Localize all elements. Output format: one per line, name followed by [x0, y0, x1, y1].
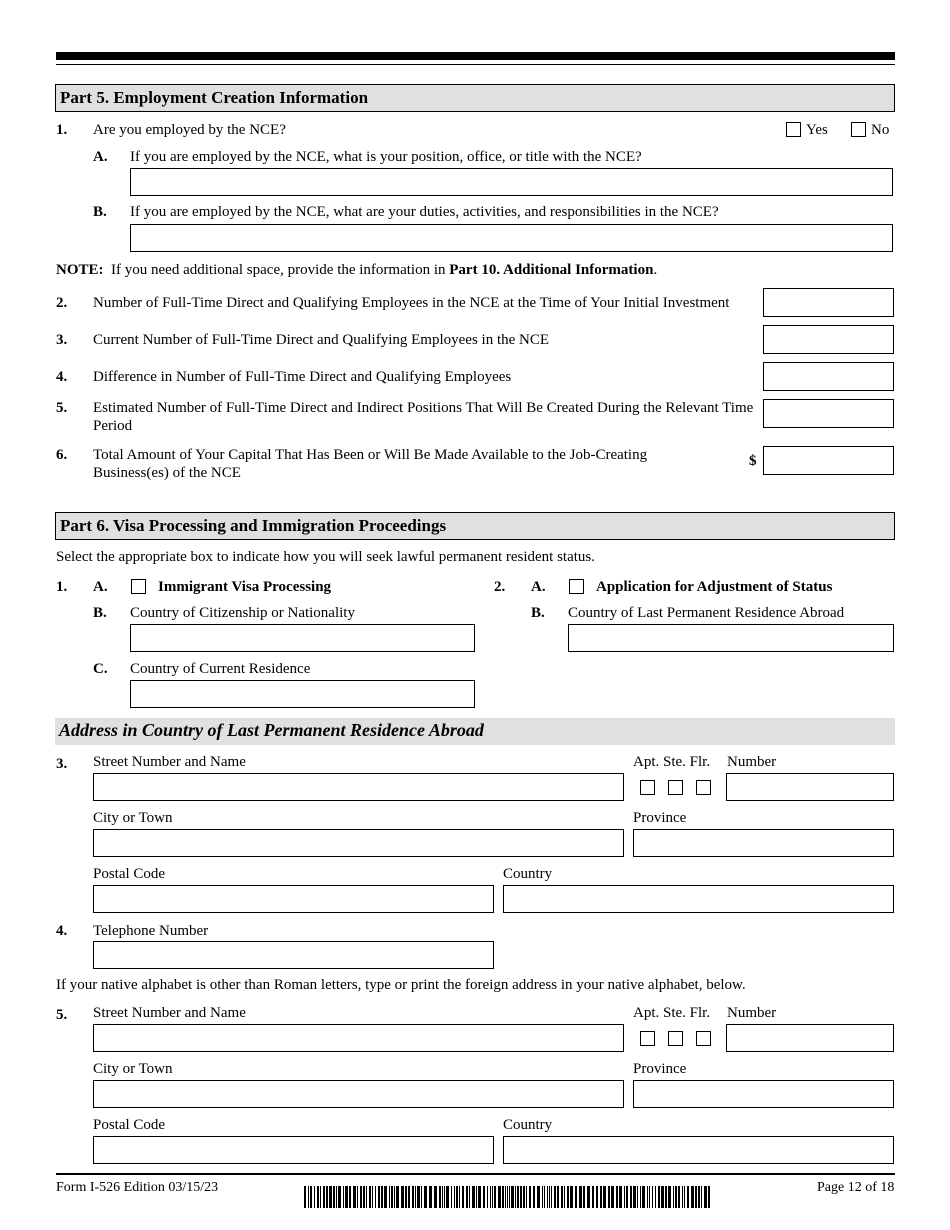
note-end: . [653, 262, 658, 278]
q1-yes-checkbox[interactable] [786, 122, 801, 137]
part5-header [55, 84, 895, 112]
address-subheader [55, 718, 895, 745]
duties-input[interactable] [130, 224, 893, 252]
q5-province-label: Province [633, 1061, 687, 1077]
native-alphabet-note: If your native alphabet is other than Roman letters, type or print the foreign address in your native alphabet, below. [56, 977, 746, 993]
footer-rule [56, 1173, 895, 1175]
telephone-label: Telephone Number [93, 923, 209, 939]
q3-city-input[interactable] [93, 829, 624, 857]
current-residence-label: Country of Current Residence [130, 661, 311, 677]
q5-street-label: Street Number and Name [93, 1005, 246, 1021]
note-text: If you need additional space, provide the information in [111, 262, 446, 278]
q3-city-label: City or Town [93, 810, 173, 826]
q3-apt-label: Apt. Ste. Flr. [633, 754, 711, 770]
q5-number: 5. [56, 400, 68, 416]
initial-employees-input[interactable] [763, 288, 894, 317]
q3-province-label: Province [633, 810, 687, 826]
q3-number: 3. [56, 332, 68, 348]
q1a-letter: A. [93, 149, 108, 165]
citizenship-label: Country of Citizenship or Nationality [130, 605, 355, 621]
current-employees-input[interactable] [763, 325, 894, 354]
q5-apt-checkbox[interactable] [640, 1031, 655, 1046]
p6-q2-number: 2. [494, 579, 506, 595]
note [56, 261, 657, 279]
q6-currency: $ [749, 453, 757, 469]
q1-no-label: No [871, 122, 890, 138]
immigrant-visa-checkbox[interactable] [131, 579, 146, 594]
q3-ste-checkbox[interactable] [668, 780, 683, 795]
last-residence-label: Country of Last Permanent Residence Abroad [568, 605, 845, 621]
q1b-text: If you are employed by the NCE, what are your duties, activities, and responsibilities in the NCE? [130, 204, 719, 220]
p6-q2a-letter: A. [531, 579, 546, 595]
part6-header [55, 512, 895, 540]
part5-header-title: Part 5. Employment Creation Information [60, 88, 369, 107]
note-bold: Part 10. Additional Information [449, 262, 654, 278]
adjustment-status-checkbox[interactable] [569, 579, 584, 594]
q3-country-input[interactable] [503, 885, 894, 913]
p6-q2b-letter: B. [531, 605, 545, 621]
immigrant-visa-label: Immigrant Visa Processing [158, 579, 332, 595]
q1b-letter: B. [93, 204, 107, 220]
p6-q1-number: 1. [56, 579, 68, 595]
q1-yes-label: Yes [806, 122, 828, 138]
difference-employees-input[interactable] [763, 362, 894, 391]
q5-country-input[interactable] [503, 1136, 894, 1164]
q5-country-label: Country [503, 1117, 553, 1133]
adjustment-status-label: Application for Adjustment of Status [596, 579, 833, 595]
p6-q5-number: 5. [56, 1007, 68, 1023]
current-residence-input[interactable] [130, 680, 475, 708]
q1-no-checkbox[interactable] [851, 122, 866, 137]
q3-postal-input[interactable] [93, 885, 494, 913]
note-label: NOTE: [56, 262, 104, 278]
footer-form-edition: Form I-526 Edition 03/15/23 [56, 1180, 219, 1195]
q5-street-input[interactable] [93, 1024, 624, 1052]
q5-apt-label: Apt. Ste. Flr. [633, 1005, 711, 1021]
q3-text: Current Number of Full-Time Direct and Qualifying Employees in the NCE [93, 332, 550, 348]
q5-unit-number-input[interactable] [726, 1024, 894, 1052]
q5-text: Estimated Number of Full-Time Direct and Indirect Positions That Will Be Created During the Relevant Time Period [93, 400, 754, 434]
barcode [304, 1186, 712, 1208]
position-title-input[interactable] [130, 168, 893, 196]
top-rule-thin [56, 64, 895, 65]
q3-unit-number-input[interactable] [726, 773, 894, 801]
q5-postal-input[interactable] [93, 1136, 494, 1164]
p6-q4-number: 4. [56, 923, 68, 939]
q1-text: Are you employed by the NCE? [93, 122, 286, 138]
footer-page-number: Page 12 of 18 [817, 1180, 895, 1195]
q3-postal-label: Postal Code [93, 866, 166, 882]
q5-city-input[interactable] [93, 1080, 624, 1108]
part6-intro: Select the appropriate box to indicate how you will seek lawful permanent resident status. [56, 549, 596, 565]
q5-flr-checkbox[interactable] [696, 1031, 711, 1046]
q5-number-label: Number [727, 1005, 777, 1021]
p6-q1a-letter: A. [93, 579, 108, 595]
q3-province-input[interactable] [633, 829, 894, 857]
q1-number: 1. [56, 122, 68, 138]
q5-province-input[interactable] [633, 1080, 894, 1108]
q5-city-label: City or Town [93, 1061, 173, 1077]
p6-q1b-letter: B. [93, 605, 107, 621]
part6-header-title: Part 6. Visa Processing and Immigration Proceedings [60, 516, 447, 535]
address-subheader-title: Address in Country of Last Permanent Residence Abroad [59, 720, 484, 740]
q3-country-label: Country [503, 866, 553, 882]
q2-text: Number of Full-Time Direct and Qualifying Employees in the NCE at the Time of Your Initial Investment [93, 295, 730, 311]
q3-apt-checkbox[interactable] [640, 780, 655, 795]
q3-number-label: Number [727, 754, 777, 770]
telephone-input[interactable] [93, 941, 494, 969]
q4-number: 4. [56, 369, 68, 385]
estimated-positions-input[interactable] [763, 399, 894, 428]
last-residence-input[interactable] [568, 624, 894, 652]
q6-text: Total Amount of Your Capital That Has Been or Will Be Made Available to the Job-Creating Business(es) of the NCE [93, 447, 648, 481]
q2-number: 2. [56, 295, 68, 311]
q5-ste-checkbox[interactable] [668, 1031, 683, 1046]
capital-amount-input[interactable] [763, 446, 894, 475]
top-rule-thick [56, 52, 895, 60]
citizenship-input[interactable] [130, 624, 475, 652]
q1a-text: If you are employed by the NCE, what is your position, office, or title with the NCE? [130, 149, 642, 165]
q6-number: 6. [56, 447, 68, 463]
p6-q1c-letter: C. [93, 661, 108, 677]
q3-flr-checkbox[interactable] [696, 780, 711, 795]
q3-street-input[interactable] [93, 773, 624, 801]
p6-q3-number: 3. [56, 756, 68, 772]
q4-text: Difference in Number of Full-Time Direct and Qualifying Employees [93, 369, 512, 385]
q5-postal-label: Postal Code [93, 1117, 166, 1133]
q3-street-label: Street Number and Name [93, 754, 246, 770]
